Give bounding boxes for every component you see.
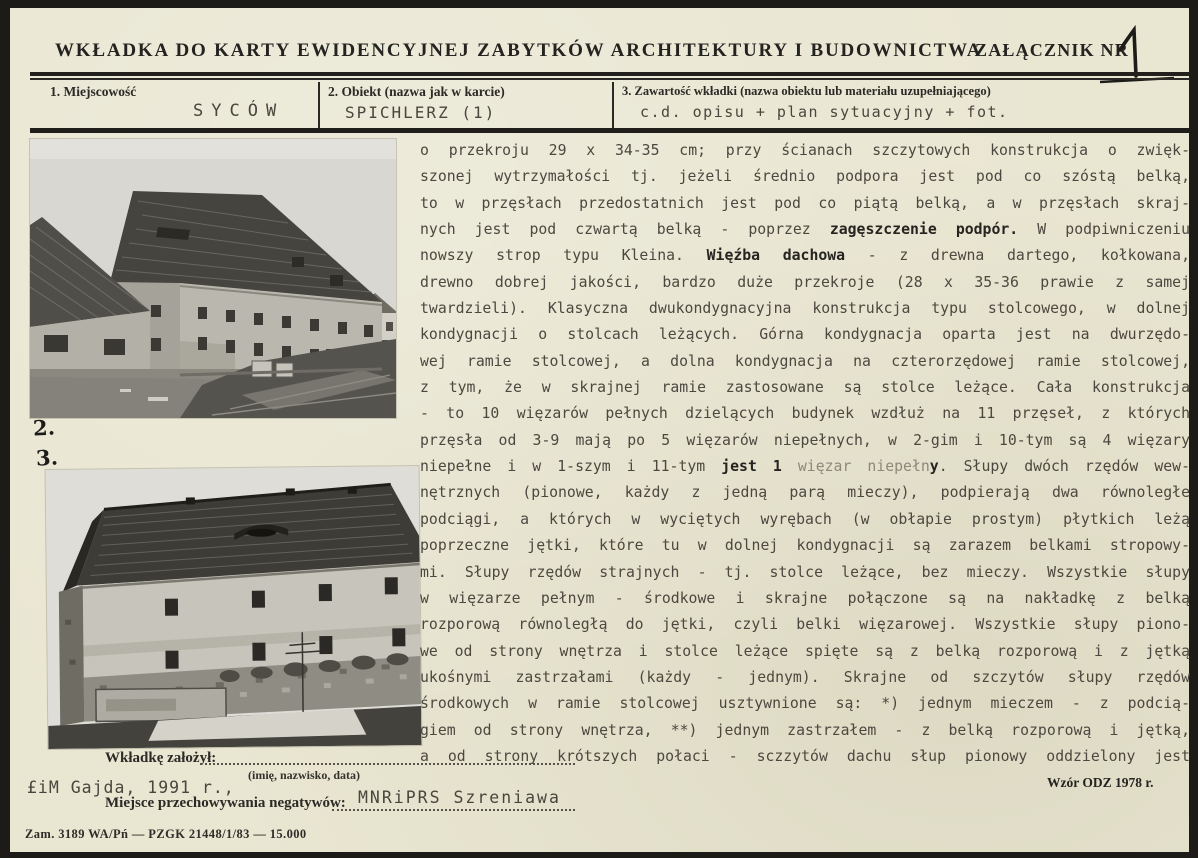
- typed-line: nętrznych (pionowe, każdy z jedną parą mieczy), podpierają dwa równoległe: [420, 484, 1190, 502]
- typed-line: kondygnacji o stolcach leżących. Górna kondygnacja oparta jest na dwurzędo-: [420, 326, 1190, 344]
- scan-edge-right: [1189, 0, 1198, 858]
- founder-label: Wkładkę założył:: [105, 750, 217, 766]
- typed-line: w więzarze pełnym - środkowe i skrajne połączone są na nakładkę z belką: [420, 589, 1190, 607]
- fields-bottom-rule: [30, 128, 1190, 133]
- negatives-value: MNRiPRS Szreniawa: [358, 788, 561, 807]
- template-note: Wzór ODZ 1978 r.: [1047, 775, 1154, 790]
- field-label-obiekt: 2. Obiekt (nazwa jak w karcie): [328, 84, 505, 99]
- typed-line: szonej wytrzymałości tj. jeżeli średnio podpora jest pod co szóstą belką,: [420, 168, 1190, 186]
- typed-line: ukośnymi zastrzałami (każdy - jednym). Skrajne od szczytów słupy rzędów: [420, 668, 1190, 686]
- founder-hint: (imię, nazwisko, data): [248, 768, 360, 782]
- typed-line: poprzeczne jętki, które tu w dolnej kondygnacji są zarazem belkami stropowy-: [420, 537, 1190, 555]
- print-note: Zam. 3189 WA/Pń — PZGK 21448/1/83 — 15.000: [25, 827, 307, 841]
- typed-line: a od strony krótszych połaci - sczzytów dachu słup pionowy oddzielony jest: [420, 747, 1190, 765]
- typed-line: twardzieli). Klasyczna dwukondygnacyjna konstrukcja typu stolcowego, w dolnej: [420, 300, 1190, 318]
- typed-line: o przekroju 29 x 34-35 cm; przy ścianach szczytowych konstrukcja o zwięk-: [420, 142, 1190, 159]
- founder-dotted-line: [200, 763, 575, 765]
- founder-value: £iM Gajda, 1991 r.,: [27, 778, 235, 797]
- typed-text: [420, 138, 1190, 770]
- photo-1-image: [30, 139, 396, 418]
- typed-line: przęsła od 3-9 mają po 5 więzarów niepełnych, w 2-gim i 10-tym są 4 więzary: [420, 431, 1190, 449]
- typed-line: podciągi, a których w wyciętych wyrębach (w obłapie prostym) płytkich leżą: [420, 510, 1190, 528]
- attachment-label: ZAŁĄCZNIK NR: [975, 40, 1129, 60]
- photo-1-number-handwritten: 2.: [32, 414, 56, 441]
- typed-line: - to 10 więzarów pełnych dzielących budynek wzdłuż na 11 przęseł, z których: [420, 405, 1190, 423]
- typed-line: rozporową równoległą do jętki, czyli belki więzarowej. Wszystkie słupy piono-: [420, 616, 1190, 634]
- scan-edge-left: [0, 0, 10, 858]
- photo-2-image: [46, 466, 422, 749]
- field-label-zawartosc: 3. Zawartość wkładki (nazwa obiektu lub materiału uzupełniającego): [622, 84, 991, 98]
- field-value-zawartosc: c.d. opisu + plan sytuacyjny + fot.: [640, 103, 1009, 121]
- field-value-miejscowosc: SYCÓW: [193, 101, 285, 121]
- typed-line: środkowych w ramie stolcowej usztywnione są: *) jednym mieczem - z podcią-: [420, 695, 1190, 713]
- typed-line: z tym, że w skrajnej ramie zastosowane są stolce leżące. Cała konstrukcja: [420, 379, 1190, 397]
- field-separator-2: [612, 82, 614, 128]
- photo-2: [46, 466, 422, 749]
- field-label-miejscowosc: 1. Miejscowość: [50, 84, 137, 99]
- scan-edge-bottom: [0, 852, 1198, 858]
- header-rule: [30, 72, 1190, 80]
- typed-line: giem od strony wnętrza, **) jednym zastrzałem - z belką rozporową i jętką,: [420, 721, 1190, 739]
- field-separator-1: [318, 82, 320, 128]
- typed-line: to w przęsłach przedostatnich jest pod co piątą belką, a w przęsłach skraj-: [420, 194, 1190, 212]
- typed-line: niepełne i w 1-szym i 11-tym jest 1 więzar niepełny. Słupy dwóch rzędów wew-: [420, 458, 1190, 476]
- negatives-dotted-line: [332, 809, 575, 811]
- form-title: WKŁADKA DO KARTY EWIDENCYJNEJ ZABYTKÓW ARCHITEKTURY I BUDOWNICTWA: [55, 40, 983, 61]
- scan-edge-top: [0, 0, 1198, 8]
- negatives-label: Miejsce przechowywania negatywów:: [105, 795, 346, 811]
- typed-line: wej ramie stolcowej, a dolna kondygnacja na czterorzędowej ramie stolcowej,: [420, 352, 1190, 370]
- typed-line: nowszy strop typu Kleina. Więźba dachowa - z drewna dartego, kołkowana,: [420, 247, 1190, 265]
- field-value-obiekt: SPICHLERZ (1): [345, 103, 497, 122]
- typed-line: nych jest pod czwartą belką - poprzez zagęszczenie podpór. W podpiwniczeniu: [420, 221, 1190, 239]
- photo-1: [30, 139, 396, 418]
- typed-line: we od strony wnętrza i stolce leżące spięte są z belką rozporową i z jętką: [420, 642, 1190, 660]
- typed-line: mi. Słupy rzędów strajnych - tj. stolce leżące, bez mieczy. Wszystkie słupy: [420, 563, 1190, 581]
- typed-line: drewno dobrej jakości, bardzo duże przekroje (28 x 35-36 prawie z samej: [420, 273, 1190, 291]
- photo-2-number-handwritten: 3.: [35, 444, 59, 471]
